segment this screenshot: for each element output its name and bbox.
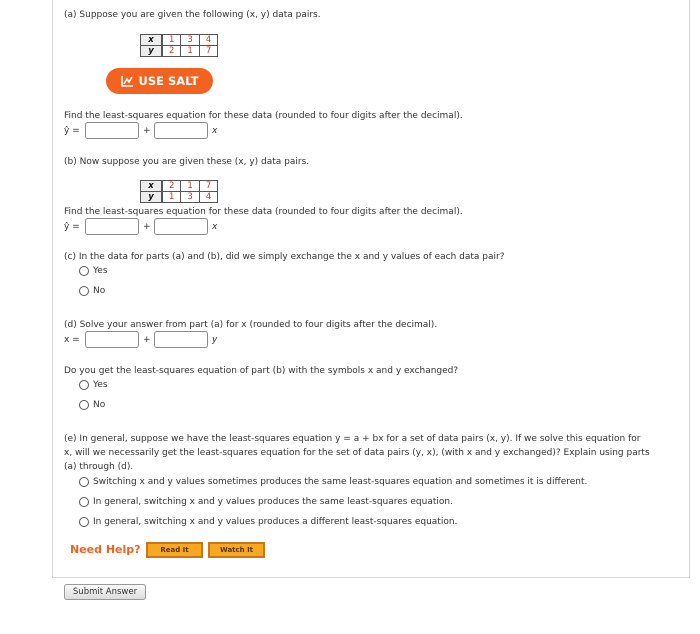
part-a-prompt: (a) Suppose you are given the following (x, y) data pairs.: [64, 10, 321, 20]
table-b-cell: 7: [199, 181, 217, 192]
part-e-option2-radio[interactable]: [79, 497, 89, 507]
table-a-x-header: x: [141, 35, 163, 46]
part-a-yhat-label: ŷ =: [64, 126, 80, 136]
part-e-option1-radio[interactable]: [79, 477, 89, 487]
variable-label: x: [212, 222, 218, 232]
part-c-no-label: No: [93, 286, 106, 296]
table-b-cell: 4: [199, 192, 217, 203]
part-d-yes-label: Yes: [93, 380, 108, 390]
read-it-button[interactable]: Read It: [146, 542, 203, 558]
data-table-a: [140, 34, 218, 57]
part-e-option3-label: In general, switching x and y values produces a different least-squares equation.: [93, 517, 458, 527]
table-a-y-header: y: [141, 46, 163, 57]
table-b-cell: 1: [162, 192, 181, 203]
part-c-prompt: (c) In the data for parts (a) and (b), did we simply exchange the x and y values of each data pair?: [64, 252, 505, 262]
plus-sign: +: [143, 126, 151, 136]
table-a-cell: 1: [162, 35, 181, 46]
part-e-option3-radio[interactable]: [79, 517, 89, 527]
part-b-slope-input[interactable]: [154, 218, 208, 235]
variable-label: x: [212, 126, 218, 136]
use-salt-button[interactable]: [106, 68, 213, 94]
salt-chart-icon: [121, 75, 134, 87]
table-a-cell: 1: [181, 46, 199, 57]
part-b-yhat-label: ŷ =: [64, 222, 80, 232]
part-d-intercept-input[interactable]: [85, 331, 139, 348]
part-e-text-line3: (a) through (d).: [64, 462, 134, 472]
part-d-slope-input[interactable]: [154, 331, 208, 348]
part-d-no-radio[interactable]: [79, 400, 89, 410]
part-d-no-label: No: [93, 400, 106, 410]
variable-label: y: [212, 335, 218, 345]
table-a-cell: 7: [199, 46, 217, 57]
part-b-prompt: (b) Now suppose you are given these (x, y) data pairs.: [64, 157, 310, 167]
part-d-yes-radio[interactable]: [79, 380, 89, 390]
part-e-text-line2: x, will we necessarily get the least-squares equation for the set of data pairs (y, x), (with x and y exchanged)? Explain using parts: [64, 448, 650, 458]
table-b-x-header: x: [141, 181, 163, 192]
submit-answer-button[interactable]: Submit Answer: [64, 584, 146, 600]
part-a-find-text: Find the least-squares equation for these data (rounded to four digits after the decimal).: [64, 111, 463, 121]
table-b-cell: 1: [181, 181, 199, 192]
table-b-cell: 2: [162, 181, 181, 192]
part-b-find-text: Find the least-squares equation for these data (rounded to four digits after the decimal).: [64, 207, 463, 217]
part-d-x-label: x =: [64, 335, 80, 345]
table-a-cell: 2: [162, 46, 181, 57]
need-help-label: Need Help?: [70, 543, 141, 556]
use-salt-label: USE SALT: [138, 74, 199, 88]
plus-sign: +: [143, 335, 151, 345]
table-a-cell: 3: [181, 35, 199, 46]
part-e-option1-label: Switching x and y values sometimes produces the same least-squares equation and sometimes it is different.: [93, 477, 588, 487]
table-b-y-header: y: [141, 192, 163, 203]
plus-sign: +: [143, 222, 151, 232]
part-c-yes-label: Yes: [93, 266, 108, 276]
part-e-option2-label: In general, switching x and y values produces the same least-squares equation.: [93, 497, 453, 507]
part-a-intercept-input[interactable]: [85, 122, 139, 139]
watch-it-button[interactable]: Watch It: [208, 542, 265, 558]
part-d-prompt: (d) Solve your answer from part (a) for x (rounded to four digits after the decimal).: [64, 320, 438, 330]
part-a-slope-input[interactable]: [154, 122, 208, 139]
data-table-b: [140, 180, 218, 203]
part-b-intercept-input[interactable]: [85, 218, 139, 235]
part-d-question: Do you get the least-squares equation of part (b) with the symbols x and y exchanged?: [64, 366, 459, 376]
part-c-yes-radio[interactable]: [79, 266, 89, 276]
table-a-cell: 4: [199, 35, 217, 46]
part-e-text-line1: (e) In general, suppose we have the least-squares equation y = a + bx for a set of data pairs (x, y). If we solve this equation for: [64, 434, 641, 444]
part-c-no-radio[interactable]: [79, 286, 89, 296]
table-b-cell: 3: [181, 192, 199, 203]
